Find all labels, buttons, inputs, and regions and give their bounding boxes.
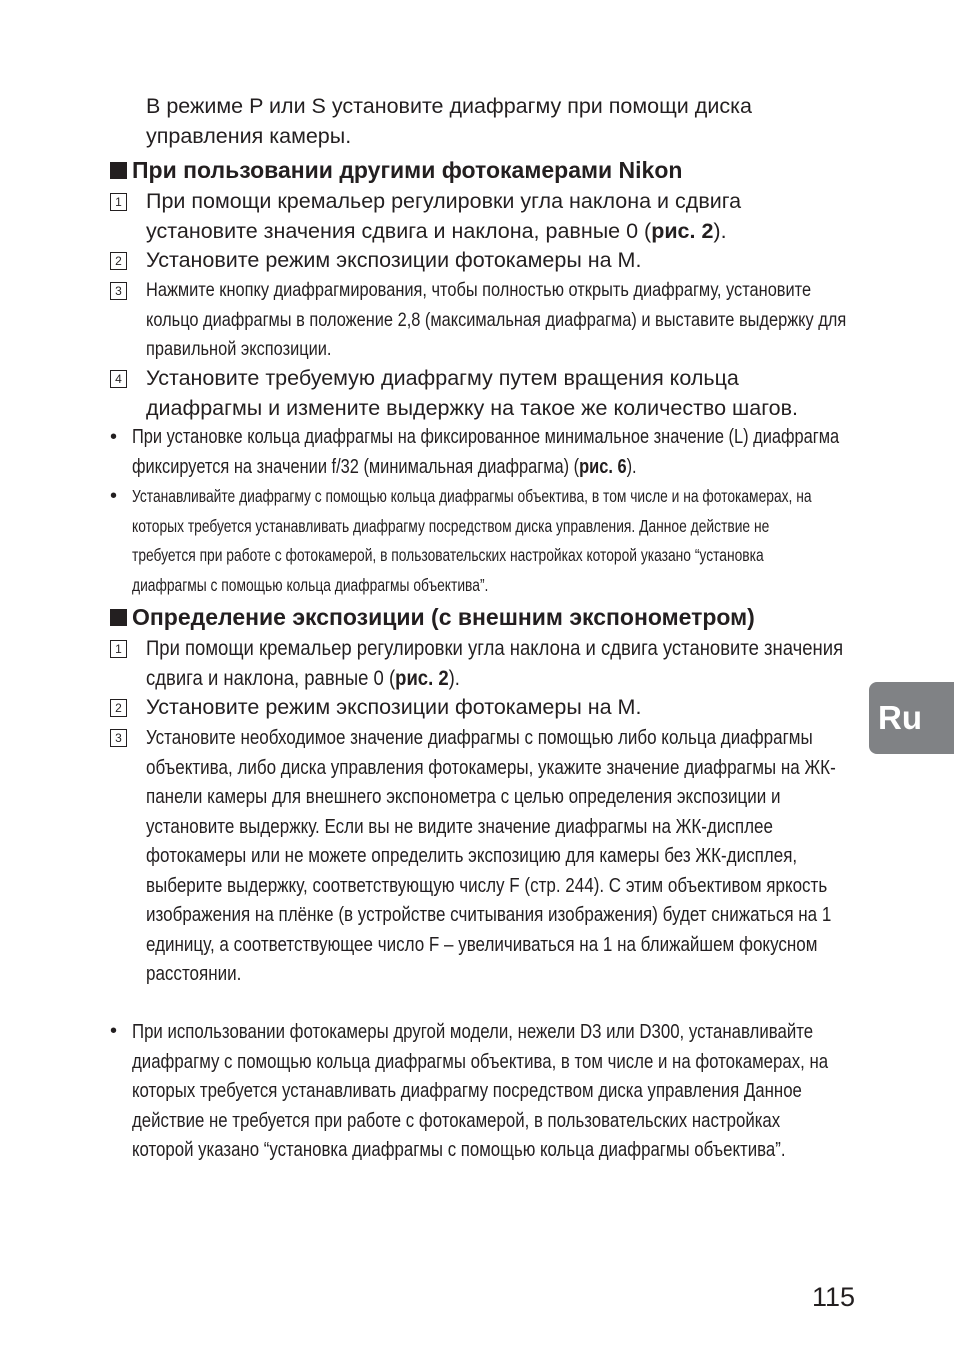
page-number: 115 <box>812 1282 856 1312</box>
step-number: 3 <box>110 729 127 747</box>
square-bullet-icon <box>110 609 127 626</box>
bullet-icon: • <box>110 1020 118 1042</box>
step-text: Установите режим экспозиции фотокамеры на M. <box>146 248 642 272</box>
figure-reference: рис. 2 <box>651 218 714 243</box>
language-tab: Ru <box>869 682 954 754</box>
section-heading-text: Определение экспозиции (с внешним экспонометром) <box>132 604 755 630</box>
step-text: Установите необходимое значение диафрагмы с помощью либо кольца диафрагмы объектива, либо диска управления фотокамеры, укажите значение диафрагмы на ЖК-панели камеры для внешнего экспонометра с целью определения экспозиции и установите выдержку. Если вы не видите значение диафрагмы на ЖК-дисплее фотокамеры или не можете определить экспозицию для камеры без ЖК-дисплея, выберите выдержку, соответствующую числу F (стр. 244). С этим объективом яркость изображения на плёнке (в устройстве считывания изображения) будет снижаться на 1 единицу, а соответствующее число F – увеличиваться на 1 на ближайшем фокусном расстоянии. <box>146 726 836 985</box>
bullet-icon: • <box>110 426 118 448</box>
figure-reference: рис. 2 <box>395 665 449 690</box>
bullet-icon: • <box>110 485 118 507</box>
section-heading-other-cameras <box>110 155 682 185</box>
intro-paragraph: В режиме P или S установите диафрагму при помощи диска управления камеры. <box>146 94 752 148</box>
step-number: 1 <box>110 640 127 658</box>
note-text: При использовании фотокамеры другой модели, нежели D3 или D300, устанавливайте диафрагму с помощью кольца диафрагмы объектива, в том числе и на фотокамерах, на которых требуется устанавливать диафрагму посредством диска управления Данное действие не требуется при работе с фотокамерой, в пользовательских настройках которой указано “установка диафрагмы с помощью кольца диафрагмы объектива”. <box>132 1020 829 1161</box>
section-heading-exposure <box>110 602 755 632</box>
step-number: 3 <box>110 282 127 300</box>
step-text: Нажмите кнопку диафрагмирования, чтобы полностью открыть диафрагму, установите кольцо диафрагмы в положение 2,8 (максимальная диафрагма) и выставите выдержку для правильной экспозиции. <box>146 279 847 360</box>
square-bullet-icon <box>110 162 127 179</box>
step-number: 2 <box>110 699 127 717</box>
step-text: Установите режим экспозиции фотокамеры на M. <box>146 695 642 719</box>
step-number: 2 <box>110 252 127 270</box>
step-number: 4 <box>110 370 127 388</box>
note-text: Устанавливайте диафрагму с помощью кольца диафрагмы объектива, в том числе и на фотокамерах, на которых требуется устанавливать диафрагму посредством диска управления. Данное действие не требуется при работе с фотокамерой, в пользовательских настройках которой указано “установка диафрагмы с помощью кольца диафрагмы объектива”. <box>132 486 812 595</box>
note-text: При установке кольца диафрагмы на фиксированное минимальное значение (L) диафрагма фиксируется на значении f/32 (минимальная диафрагма) (рис. 6). <box>132 426 840 478</box>
step-text: Установите требуемую диафрагму путем вращения кольца диафрагмы и измените выдержку на такое же количество шагов. <box>146 366 798 420</box>
figure-reference: рис. 6 <box>579 455 627 478</box>
step-text: При помощи кремальер регулировки угла наклона и сдвига установите значения сдвига и наклона, равные 0 (рис. 2). <box>146 189 742 243</box>
section-heading-text: При пользовании другими фотокамерами Nikon <box>132 157 683 183</box>
step-number: 1 <box>110 193 127 211</box>
step-text: При помощи кремальер регулировки угла наклона и сдвига установите значения сдвига и наклона, равные 0 (рис. 2). <box>146 636 844 690</box>
